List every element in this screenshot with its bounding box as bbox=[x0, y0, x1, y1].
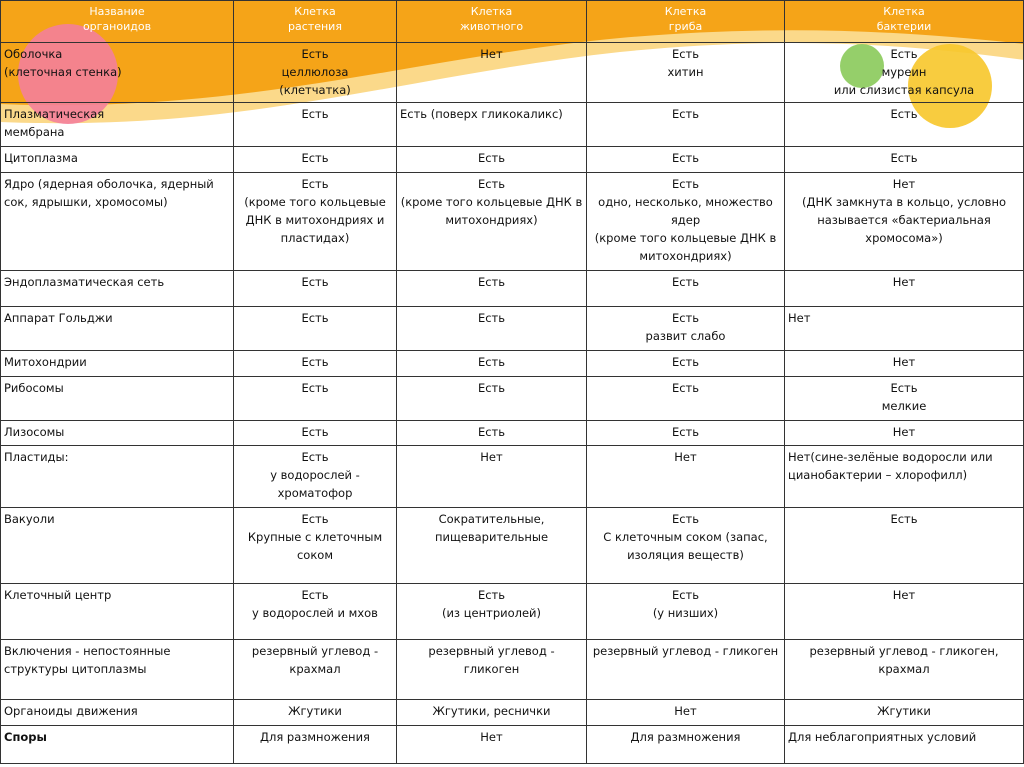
cell-animal: Нет bbox=[397, 726, 587, 764]
table-row bbox=[1, 307, 1024, 351]
cell-fungus: Есть С клеточным соком (запас, изоляция веществ) bbox=[587, 508, 785, 584]
cell-fungus: Нет bbox=[587, 700, 785, 726]
row-label: Плазматическая мембрана bbox=[1, 103, 234, 147]
row-label: Эндоплазматическая сеть bbox=[1, 271, 234, 307]
table-row bbox=[1, 508, 1024, 584]
table-row bbox=[1, 147, 1024, 173]
cell-bacteria: Есть мелкие bbox=[785, 377, 1024, 421]
cell-fungus: Есть (у низших) bbox=[587, 584, 785, 640]
table-row bbox=[1, 103, 1024, 147]
cell-fungus: Для размножения bbox=[587, 726, 785, 764]
cell-bacteria: Нет bbox=[785, 351, 1024, 377]
cell-plant: Есть bbox=[234, 377, 397, 421]
cell-plant: резервный углевод - крахмал bbox=[234, 640, 397, 700]
header-bacteria-cell: Клетка бактерии bbox=[785, 1, 1024, 43]
row-label: Органоиды движения bbox=[1, 700, 234, 726]
table-row bbox=[1, 726, 1024, 764]
cell-fungus: Есть bbox=[587, 103, 785, 147]
row-label: Аппарат Гольджи bbox=[1, 307, 234, 351]
table-row bbox=[1, 173, 1024, 271]
table-row bbox=[1, 446, 1024, 508]
row-label: Ядро (ядерная оболочка, ядерный сок, ядрышки, хромосомы) bbox=[1, 173, 234, 271]
cell-bacteria: резервный углевод - гликоген, крахмал bbox=[785, 640, 1024, 700]
cell-bacteria: Есть bbox=[785, 508, 1024, 584]
row-label: Цитоплазма bbox=[1, 147, 234, 173]
cell-fungus: Есть bbox=[587, 271, 785, 307]
cell-animal: Жгутики, реснички bbox=[397, 700, 587, 726]
cell-animal: Есть bbox=[397, 271, 587, 307]
cell-animal: резервный углевод - гликоген bbox=[397, 640, 587, 700]
cell-bacteria: Нет bbox=[785, 307, 1024, 351]
cell-animal: Есть bbox=[397, 307, 587, 351]
cell-fungus: Есть bbox=[587, 421, 785, 446]
table-header-row bbox=[1, 1, 1024, 43]
cell-bacteria: Нет(сине-зелёные водоросли или цианобактерии – хлорофилл) bbox=[785, 446, 1024, 508]
table-row bbox=[1, 351, 1024, 377]
row-label: Вакуоли bbox=[1, 508, 234, 584]
row-label: Споры bbox=[1, 726, 234, 764]
table-row bbox=[1, 700, 1024, 726]
cell-bacteria: Для неблагоприятных условий bbox=[785, 726, 1024, 764]
cell-fungus: Есть bbox=[587, 351, 785, 377]
cell-bacteria: Нет bbox=[785, 584, 1024, 640]
table-row bbox=[1, 43, 1024, 103]
cell-bacteria: Нет (ДНК замкнута в кольцо, условно называется «бактериальная хромосома») bbox=[785, 173, 1024, 271]
cell-bacteria: Есть bbox=[785, 147, 1024, 173]
cell-bacteria: Нет bbox=[785, 271, 1024, 307]
cell-fungus: Нет bbox=[587, 446, 785, 508]
row-label: Лизосомы bbox=[1, 421, 234, 446]
cell-plant: Есть (кроме того кольцевые ДНК в митохондриях и пластидах) bbox=[234, 173, 397, 271]
cell-fungus: Есть хитин bbox=[587, 43, 785, 103]
cell-plant: Есть Крупные с клеточным соком bbox=[234, 508, 397, 584]
row-label: Оболочка (клеточная стенка) bbox=[1, 43, 234, 103]
cell-animal: Есть bbox=[397, 351, 587, 377]
table-row bbox=[1, 377, 1024, 421]
cell-fungus: Есть развит слабо bbox=[587, 307, 785, 351]
cell-fungus: Есть bbox=[587, 147, 785, 173]
cell-bacteria: Жгутики bbox=[785, 700, 1024, 726]
cell-fungus: резервный углевод - гликоген bbox=[587, 640, 785, 700]
row-label: Рибосомы bbox=[1, 377, 234, 421]
cell-plant: Есть целлюлоза (клетчатка) bbox=[234, 43, 397, 103]
cell-animal: Есть (поверх гликокаликс) bbox=[397, 103, 587, 147]
cell-animal: Есть (кроме того кольцевые ДНК в митохондриях) bbox=[397, 173, 587, 271]
cell-plant: Есть bbox=[234, 307, 397, 351]
table-row bbox=[1, 584, 1024, 640]
table-row bbox=[1, 421, 1024, 446]
cell-bacteria: Есть bbox=[785, 103, 1024, 147]
cell-plant: Есть у водорослей - хроматофор bbox=[234, 446, 397, 508]
cell-plant: Есть bbox=[234, 147, 397, 173]
cell-plant: Есть bbox=[234, 351, 397, 377]
cell-fungus: Есть bbox=[587, 377, 785, 421]
table-row bbox=[1, 640, 1024, 700]
table-row bbox=[1, 271, 1024, 307]
header-organoid-name: Название органоидов bbox=[1, 1, 234, 43]
cell-plant: Для размножения bbox=[234, 726, 397, 764]
header-animal-cell: Клетка животного bbox=[397, 1, 587, 43]
row-label: Включения - непостоянные структуры цитоплазмы bbox=[1, 640, 234, 700]
row-label: Пластиды: bbox=[1, 446, 234, 508]
cell-plant: Есть bbox=[234, 271, 397, 307]
cell-plant: Жгутики bbox=[234, 700, 397, 726]
row-label: Митохондрии bbox=[1, 351, 234, 377]
cell-animal: Есть bbox=[397, 377, 587, 421]
cell-bacteria: Есть муреин или слизистая капсула bbox=[785, 43, 1024, 103]
cell-animal: Есть (из центриолей) bbox=[397, 584, 587, 640]
header-plant-cell: Клетка растения bbox=[234, 1, 397, 43]
cell-animal: Нет bbox=[397, 446, 587, 508]
cell-plant: Есть bbox=[234, 421, 397, 446]
row-label: Клеточный центр bbox=[1, 584, 234, 640]
cell-animal: Есть bbox=[397, 147, 587, 173]
cell-fungus: Есть одно, несколько, множество ядер (кроме того кольцевые ДНК в митохондриях) bbox=[587, 173, 785, 271]
cell-plant: Есть bbox=[234, 103, 397, 147]
cell-animal: Есть bbox=[397, 421, 587, 446]
header-fungus-cell: Клетка гриба bbox=[587, 1, 785, 43]
cell-animal: Нет bbox=[397, 43, 587, 103]
cell-plant: Есть у водорослей и мхов bbox=[234, 584, 397, 640]
cell-bacteria: Нет bbox=[785, 421, 1024, 446]
cell-animal: Сократительные, пищеварительные bbox=[397, 508, 587, 584]
